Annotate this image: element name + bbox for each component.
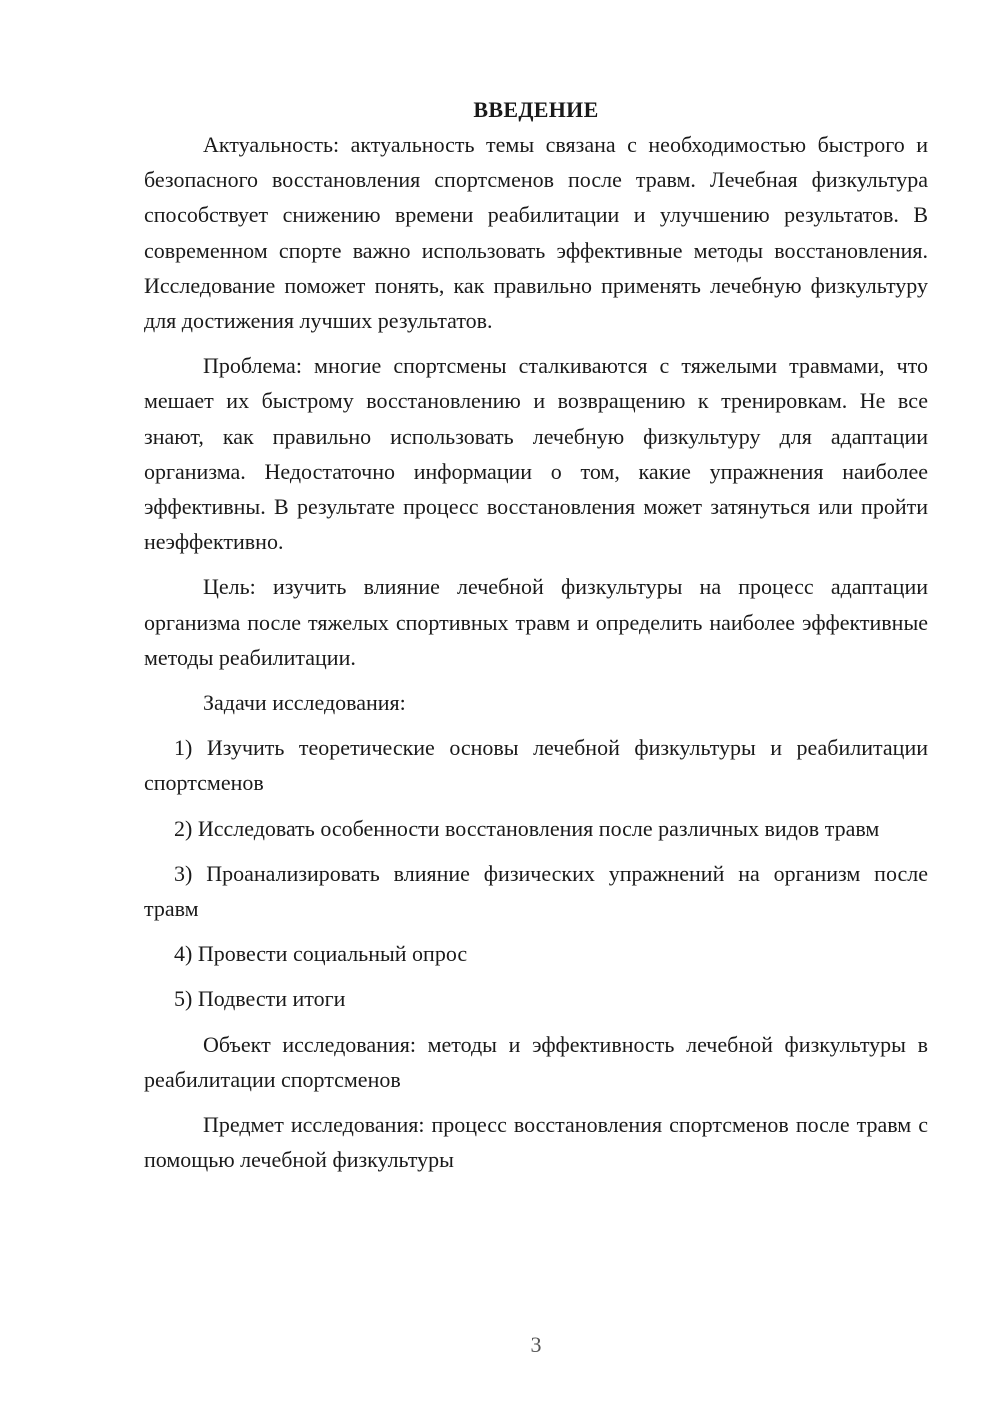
list-item: 5) Подвести итоги	[174, 986, 346, 1012]
list-item: 1) Изучить теоретические основы лечебной физкультуры и реабилитации спортсменов	[144, 735, 928, 796]
paragraph-subject: Предмет исследования: процесс восстановления спортсменов после травм с помощью лечебной физкультуры	[144, 1112, 928, 1173]
tasks-list	[144, 730, 928, 1016]
list-item: 3) Проанализировать влияние физических упражнений на организм после травм	[144, 860, 928, 922]
paragraph-tasks-intro: Задачи исследования:	[203, 690, 406, 716]
list-item: 4) Провести социальный опрос	[174, 941, 468, 967]
paragraph-relevance: Актуальность: актуальность темы связана с необходимостью быстрого и безопасного восстановления спортсменов после травм. Лечебная физкультура способствует снижению времени реабилитации и улучшению результатов. В современном спорте важно использовать эффективные методы восстановления. Исследование поможет понять, как правильно применять лечебную физкультуру для достижения лучших результатов.	[144, 132, 928, 334]
paragraph-object: Объект исследования: методы и эффективность лечебной физкультуры в реабилитации спортсменов	[144, 1031, 928, 1092]
paragraph-problem: Проблема: многие спортсмены сталкиваются с тяжелыми травмами, что мешает их быстрому восстановлению и возвращению к тренировкам. Не все знают, как правильно использовать лечебную физкультуру для адаптации организма. Недостаточно информации о том, какие упражнения наиболее эффективны. В результате процесс восстановления может затянуться или пройти неэффективно.	[144, 353, 928, 555]
page-number: 3	[530, 1332, 542, 1357]
document-page	[144, 92, 928, 1187]
list-item: 2) Исследовать особенности восстановления после различных видов травм	[174, 815, 880, 841]
page-title: ВВЕДЕНИЕ	[473, 97, 599, 122]
paragraph-goal: Цель: изучить влияние лечебной физкультуры на процесс адаптации организма после тяжелых спортивных травм и определить наиболее эффективные методы реабилитации.	[144, 574, 928, 670]
